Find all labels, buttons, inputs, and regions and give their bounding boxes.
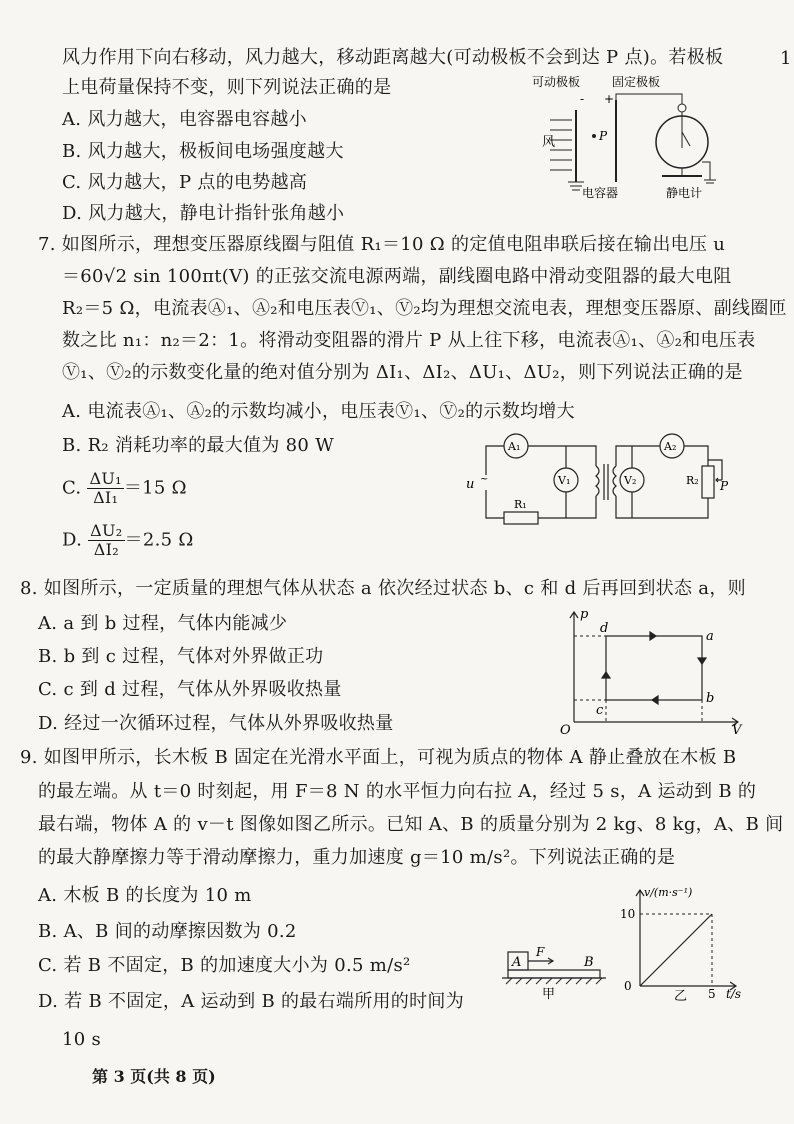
svg-text:O: O: [560, 723, 571, 736]
q9-option-d: D. 若 B 不固定，A 运动到 B 的最右端所用的时间为: [38, 991, 464, 1012]
q7-stem-line2: ＝60√2 sin 100πt(V) 的正弦交流电源两端，副线圈电路中滑动变阻器的最大电阻: [62, 266, 732, 287]
edge-mark: 1: [780, 48, 792, 69]
q9-option-a: A. 木板 B 的长度为 10 m: [38, 885, 252, 906]
q6-capacitor-figure: [528, 70, 728, 205]
q6-option-c: C. 风力越大，P 点的电势越高: [62, 172, 308, 193]
svg-text:b: b: [706, 691, 715, 706]
fixed-plate-label: 固定极板: [612, 75, 661, 89]
figure-yi-label: 乙: [674, 989, 688, 1002]
q6-stem-line1: 风力作用下向右移动，风力越大，移动距离越大(可动极板不会到达 P 点)。若极板: [62, 47, 724, 68]
svg-text:a: a: [706, 629, 714, 644]
q7-stem-line3: R₂＝5 Ω，电流表Ⓐ₁、Ⓐ₂和电压表Ⓥ₁、Ⓥ₂均为理想交流电表，理想变压器原、副线圈匝: [62, 298, 787, 319]
figure-jia-label: 甲: [542, 987, 556, 1000]
svg-text:10: 10: [620, 907, 636, 921]
q8-option-a: A. a 到 b 过程，气体内能减少: [38, 613, 288, 634]
svg-text:R₂: R₂: [686, 474, 699, 487]
svg-text:B: B: [584, 955, 594, 970]
q6-option-d: D. 风力越大，静电计指针张角越小: [62, 203, 345, 224]
svg-text:V₂: V₂: [624, 474, 637, 487]
q6-option-b: B. 风力越大，极板间电场强度越大: [62, 141, 344, 162]
q9-stem-line4: 的最大静摩擦力等于滑动摩擦力，重力加速度 g＝10 m/s²。下列说法正确的是: [38, 847, 676, 868]
q7-stem-line5: Ⓥ₁、Ⓥ₂的示数变化量的绝对值分别为 ΔI₁、ΔI₂、ΔU₁、ΔU₂，则下列说法正确的是: [62, 362, 743, 383]
q9-option-b: B. A、B 间的动摩擦因数为 0.2: [38, 921, 297, 942]
q7-transformer-circuit: [460, 430, 740, 530]
q7-option-b: B. R₂ 消耗功率的最大值为 80 W: [62, 435, 335, 456]
q8-stem: 8. 如图所示，一定质量的理想气体从状态 a 依次经过状态 b、c 和 d 后再回到状态 a，则: [20, 578, 746, 599]
q9-option-d-continued: 10 s: [62, 1029, 102, 1050]
svg-text:P: P: [599, 129, 608, 143]
q9-block-figure: [498, 940, 610, 1000]
q7-option-c: C. $\frac{\text{ΔU₁}}{\text{ΔI₁}}$ ＝15 Ω: [62, 469, 187, 507]
q6-option-a: A. 风力越大，电容器电容越小: [62, 109, 307, 130]
q7-stem-line1: 7. 如图所示，理想变压器原线圈与阻值 R₁＝10 Ω 的定值电阻串联后接在输出电压 u: [38, 234, 726, 255]
q8-pv-diagram: [556, 606, 746, 736]
svg-text:V₁: V₁: [558, 474, 571, 487]
q8-option-d: D. 经过一次循环过程，气体从外界吸收热量: [38, 713, 394, 734]
q7-option-d-fraction: $\frac{\text{ΔU₂}}{\text{ΔI₂}}$: [90, 521, 123, 559]
q9-vt-graph: [618, 884, 748, 1002]
svg-text:t/s: t/s: [726, 987, 742, 1001]
electrometer-label: 静电计: [666, 186, 703, 200]
q8-option-c: C. c 到 d 过程，气体从外界吸收热量: [38, 679, 342, 700]
q7-option-a: A. 电流表Ⓐ₁、Ⓐ₂的示数均减小，电压表Ⓥ₁、Ⓥ₂的示数均增大: [62, 401, 575, 422]
q6-stem-line2: 上电荷量保持不变，则下列说法正确的是: [62, 77, 392, 98]
page-footer: 第 3 页(共 8 页): [92, 1067, 216, 1086]
source-symbol: ~: [480, 474, 489, 485]
svg-text:+: +: [604, 92, 615, 106]
svg-text:v/(m·s⁻¹): v/(m·s⁻¹): [644, 886, 693, 899]
svg-text:p: p: [580, 607, 589, 622]
svg-text:F: F: [536, 945, 545, 959]
q9-stem-line2: 的最左端。从 t＝0 时刻起，用 F＝8 N 的水平恒力向右拉 A，经过 5 s，A 运动到 B 的: [38, 781, 757, 802]
svg-text:V: V: [732, 723, 742, 736]
q9-stem-line3: 最右端，物体 A 的 v－t 图像如图乙所示。已知 A、B 的质量分别为 2 kg、8 kg，A、B 间: [38, 814, 784, 835]
svg-text:P: P: [720, 479, 729, 493]
svg-text:0: 0: [624, 979, 632, 993]
svg-text:R₁: R₁: [514, 498, 527, 511]
q7-option-c-fraction: $\frac{\text{ΔU₁}}{\text{ΔI₁}}$: [89, 469, 122, 507]
svg-text:-: -: [580, 92, 585, 106]
svg-text:u: u: [466, 477, 475, 492]
q7-option-d: D. $\frac{\text{ΔU₂}}{\text{ΔI₂}}$ ＝2.5 Ω: [62, 521, 194, 559]
q7-stem-line4: 数之比 n₁：n₂＝2：1。将滑动变阻器的滑片 P 从上往下移，电流表Ⓐ₁、Ⓐ₂和电压表: [62, 330, 756, 351]
svg-text:c: c: [596, 703, 604, 718]
svg-text:5: 5: [708, 987, 716, 1001]
capacitor-label: 电容器: [582, 186, 619, 200]
svg-text:A₁: A₁: [508, 440, 521, 453]
svg-text:d: d: [600, 621, 609, 636]
svg-text:A: A: [512, 955, 522, 970]
q8-option-b: B. b 到 c 过程，气体对外界做正功: [38, 646, 324, 667]
movable-plate-label: 可动极板: [532, 75, 581, 89]
wind-label: 风: [542, 135, 556, 150]
q9-option-c: C. 若 B 不固定，B 的加速度大小为 0.5 m/s²: [38, 955, 411, 976]
q9-stem-line1: 9. 如图甲所示，长木板 B 固定在光滑水平面上，可视为质点的物体 A 静止叠放在木板 B: [20, 747, 737, 768]
svg-text:A₂: A₂: [664, 440, 677, 453]
